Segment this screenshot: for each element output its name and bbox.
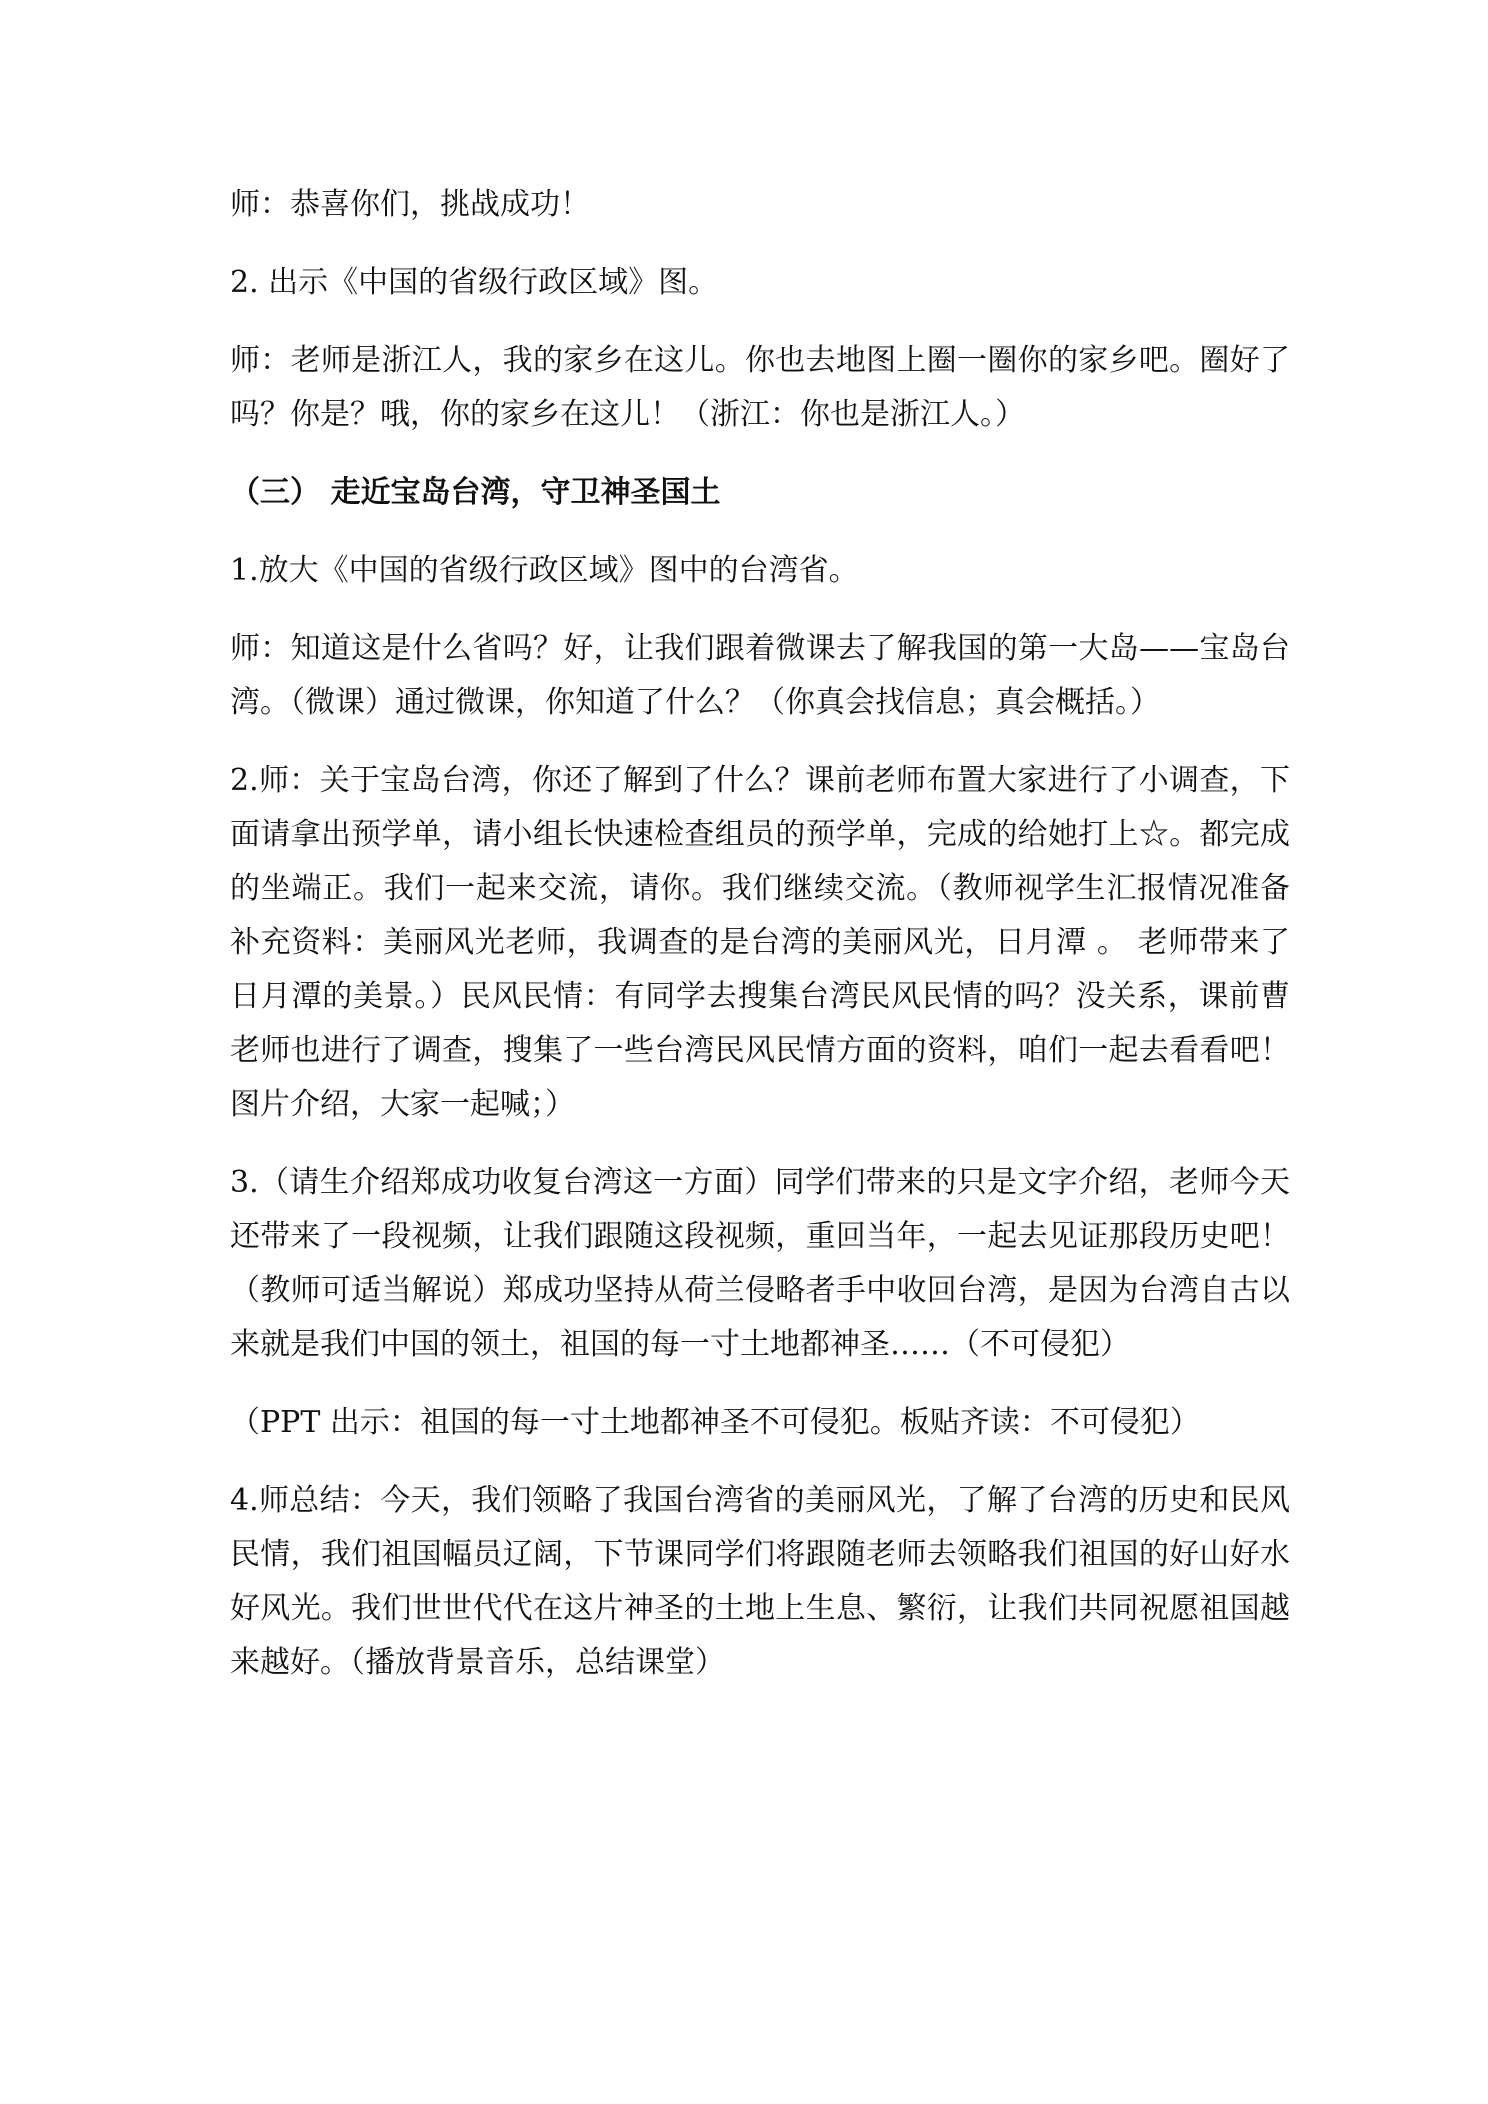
document-page xyxy=(230,178,1290,1714)
paragraph-ppt-show: （PPT 出示：祖国的每一寸土地都神圣不可侵犯。板贴齐读：不可侵犯） xyxy=(230,1405,1200,1440)
paragraph-summary: 4.师总结：今天，我们领略了我国台湾省的美丽风光，了解了台湾的历史和民风民情，我们祖国幅员辽阔，下节课同学们将跟随老师去领略我们祖国的好山好水好风光。我们世世代代在这片神圣的土地上生息、繁衍，让我们共同祝愿祖国越来越好。（播放背景音乐，总结课堂） xyxy=(230,1483,1290,1680)
section-heading-taiwan: （三） 走近宝岛台湾，守卫神圣国土 xyxy=(230,475,721,510)
paragraph-survey-exchange: 2.师：关于宝岛台湾，你还了解到了什么？课前老师布置大家进行了小调查，下面请拿出预学单，请小组长快速检查组员的预学单，完成的给她打上☆。都完成的坐端正。我们一起来交流，请你。我们继续交流。（教师视学生汇报情况准备补充资料：美丽风光老师，我调查的是台湾的美丽风光，日月潭 。 老师带来了日月潭的美景。）民风民情：有同学去搜集台湾民风民情的吗？没关系，课前曹老师也进行了调查，搜集了一些台湾民风民情方面的资料，咱们一起去看看吧！图片介绍，大家一起喊；） xyxy=(230,763,1290,1122)
paragraph-congrats: 师：恭喜你们，挑战成功！ xyxy=(230,187,590,222)
paragraph-show-map: 2. 出示《中国的省级行政区域》图。 xyxy=(230,265,719,300)
paragraph-enlarge-taiwan: 1.放大《中国的省级行政区域》图中的台湾省。 xyxy=(230,553,859,588)
paragraph-micro-lesson: 师：知道这是什么省吗？好，让我们跟着微课去了解我国的第一大岛——宝岛台湾。（微课）通过微课，你知道了什么？（你真会找信息；真会概括。） xyxy=(230,631,1290,720)
paragraph-hometown: 师：老师是浙江人，我的家乡在这儿。你也去地图上圈一圈你的家乡吧。圈好了吗？你是？哦，你的家乡在这儿！（浙江：你也是浙江人。） xyxy=(230,343,1290,432)
paragraph-zheng-chenggong: 3.（请生介绍郑成功收复台湾这一方面）同学们带来的只是文字介绍，老师今天还带来了一段视频，让我们跟随这段视频，重回当年，一起去见证那段历史吧！（教师可适当解说）郑成功坚持从荷兰侵略者手中收回台湾，是因为台湾自古以来就是我们中国的领土，祖国的每一寸土地都神圣……（不可侵犯） xyxy=(230,1165,1290,1362)
